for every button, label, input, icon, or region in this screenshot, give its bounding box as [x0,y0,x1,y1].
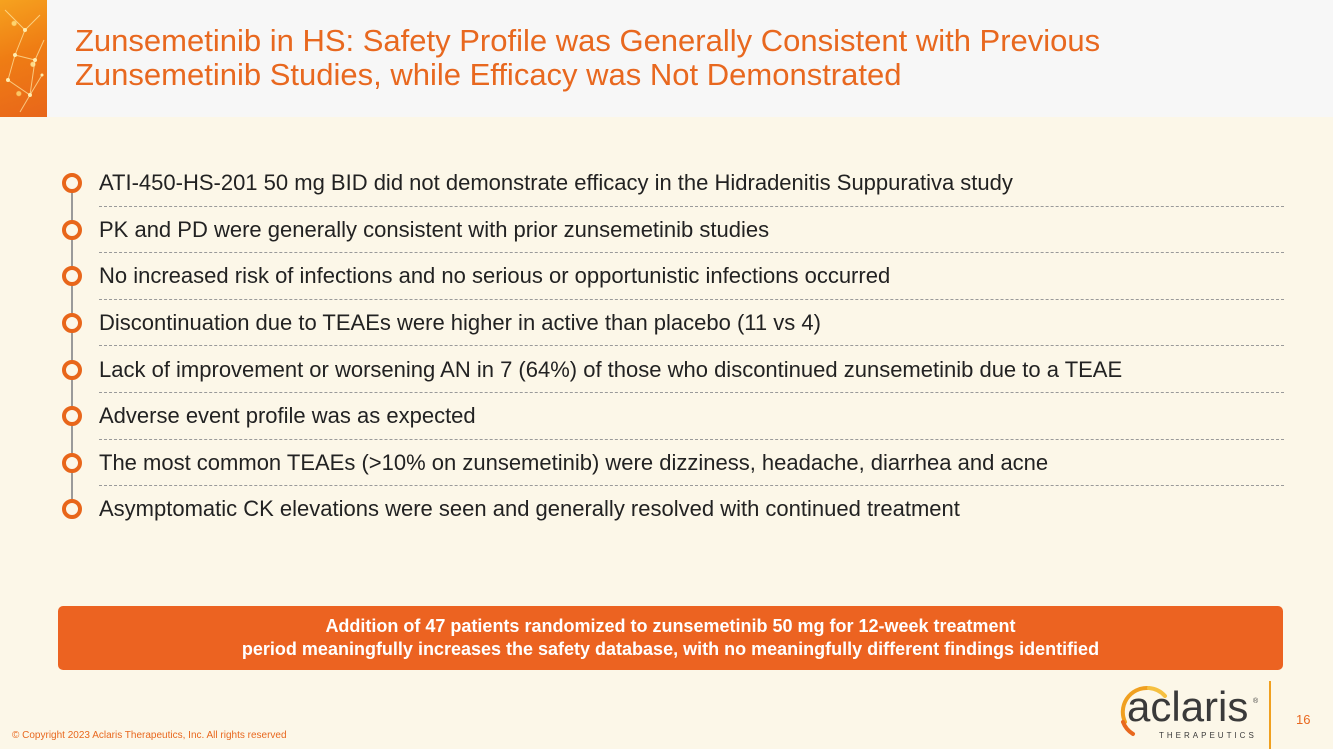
bullet-list [58,160,1284,533]
page-number: 16 [1296,712,1311,727]
bullet-text: ATI-450-HS-201 50 mg BID did not demonstrate efficacy in the Hidradenitis Suppurativa study [99,170,1013,196]
callout-line-2: period meaningfully increases the safety database, with no meaningfully different findings identified [241,639,1100,659]
bullet-circle-icon [62,406,82,426]
logo-subtitle: THERAPEUTICS [1159,731,1257,740]
footer-divider [1269,681,1271,749]
logo-wordmark: aclaris [1127,683,1249,730]
bullet-item [58,253,1284,300]
bullet-circle-icon [62,266,82,286]
copyright-notice: © Copyright 2023 Aclaris Therapeutics, Inc. All rights reserved [12,730,287,741]
bullet-item [58,300,1284,347]
bullet-item [58,486,1284,533]
bullet-circle-icon [62,453,82,473]
decorative-network-graphic [0,0,47,117]
bullet-circle-icon [62,220,82,240]
bullet-circle-icon [62,173,82,193]
bullet-text: Lack of improvement or worsening AN in 7 (64%) of those who discontinued zunsemetinib due to a TEAE [99,356,1123,382]
callout-line-1: Addition of 47 patients randomized to zunsemetinib 50 mg for 12-week treatment [325,616,1016,636]
bullet-text: Asymptomatic CK elevations were seen and generally resolved with continued treatment [99,496,960,522]
bullet-text: PK and PD were generally consistent with prior zunsemetinib studies [99,216,770,242]
bullet-text: Adverse event profile was as expected [99,403,476,429]
bullet-item [58,160,1284,207]
bullet-text: No increased risk of infections and no serious or opportunistic infections occurred [99,263,891,289]
logo-registered-mark: ® [1253,698,1259,705]
slide-title-line-2: Zunsemetinib Studies, while Efficacy was Not Demonstrated [75,57,902,92]
bullet-item [58,393,1284,440]
bullet-circle-icon [62,313,82,333]
slide-title [75,24,1275,92]
bullet-circle-icon [62,499,82,519]
bullet-text: The most common TEAEs (>10% on zunsemetinib) were dizziness, headache, diarrhea and acne [99,449,1049,475]
bullet-text: Discontinuation due to TEAEs were higher in active than placebo (11 vs 4) [99,310,821,336]
aclaris-logo [1115,682,1260,744]
bullet-item [58,346,1284,393]
header-bar [0,0,1333,117]
bullet-item [58,440,1284,487]
summary-callout-box [58,606,1283,670]
bullet-circle-icon [62,360,82,380]
slide-title-line-1: Zunsemetinib in HS: Safety Profile was Generally Consistent with Previous [75,23,1101,58]
bullet-item [58,207,1284,254]
